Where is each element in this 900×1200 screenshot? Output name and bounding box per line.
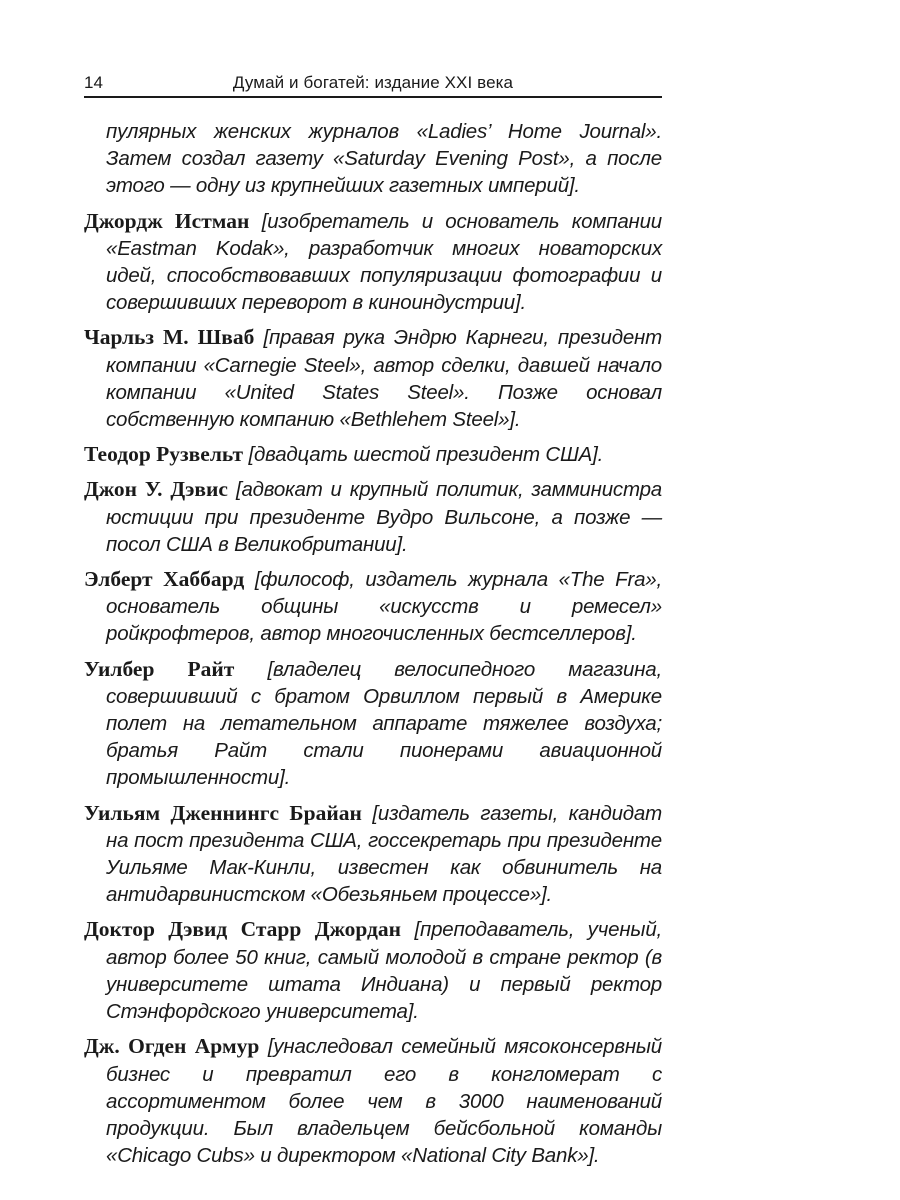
entry-name: Теодор Рузвельт [84, 442, 244, 467]
entry-name: Элберт Хаббард [84, 567, 245, 592]
entry-description: [двадцать шестой президент США]. [248, 443, 604, 467]
book-title: Думай и богатей: издание XXI века [232, 73, 514, 92]
entry-theodore-roosevelt [84, 441, 662, 468]
continuation-paragraph: пулярных женских журналов «Ladies’ Home Journal». Затем создал газету «Saturday Evening Post», а после этого — одну из крупнейших газетных империй]. [106, 120, 662, 198]
entry-david-starr-jordan [84, 916, 662, 1025]
entry-description: [изобретатель и основатель компании «Eastman Kodak», разработчик многих новаторских идей, способствовавших популяризации фотографии и совершивших переворот в киноиндустрии]. [106, 209, 662, 315]
entry-name: Джон У. Дэвис [84, 477, 228, 502]
entry-j-ogden-armour [84, 1033, 662, 1169]
entry-william-jennings-bryan [84, 800, 662, 909]
page-number: 14 [84, 73, 103, 92]
entry-name: Уилбер Райт [84, 656, 235, 681]
entry-description: [издатель газеты, кандидат на пост президента США, госсекретарь при президенте Уильяме Мак-Кинли, известен как обвинитель на антидарвинистском «Обезьяньем процессе»]. [106, 801, 662, 907]
entry-wilbur-wright [84, 656, 662, 792]
entry-elbert-hubbard [84, 566, 662, 648]
entry-description: [унаследовал семейный мясоконсервный бизнес и превратил его в конгломерат с ассортиментом более чем в 3000 наименований продукции. Был владельцем бейсбольной команды «Chicago Cubs» и директором «National City Bank»]. [106, 1035, 662, 1168]
entry-name: Доктор Дэвид Старр Джордан [84, 917, 402, 942]
entry-name: Уильям Дженнингс Брайан [84, 800, 362, 825]
entry-charles-schwab [84, 324, 662, 433]
entry-name: Чарльз М. Шваб [84, 325, 255, 350]
entry-name: Дж. Огден Армур [84, 1034, 260, 1059]
entry-description: [философ, издатель журнала «The Fra», основатель общины «искусств и ремесел» ройкрофтеров, автор многочисленных бестселлеров]. [106, 568, 662, 646]
entry-description: [адвокат и крупный политик, замминистра юстиции при президенте Вудро Вильсоне, а позже — посол США в Великобритании]. [106, 478, 663, 556]
entry-name: Джордж Истман [84, 208, 250, 233]
text-column [84, 118, 662, 1177]
entry-description: [владелец велосипедного магазина, совершивший с братом Орвиллом первый в Америке полет на летательном аппарате тяжелее воздуха; братья Райт стали пионерами авиационной промышленности]. [106, 657, 663, 790]
entry-description: [преподаватель, ученый, автор более 50 книг, самый молодой в стране ректор (в университете штата Индиана) и первый ректор Стэнфордского университета]. [106, 918, 663, 1024]
entry-george-eastman [84, 208, 662, 317]
entry-john-davis [84, 476, 662, 558]
running-head [84, 70, 662, 98]
entry-description: [правая рука Эндрю Карнеги, президент компании «Carnegie Steel», автор сделки, давшей начало компании «United States Steel». Позже основал собственную компанию «Bethlehem Steel»]. [106, 326, 662, 432]
